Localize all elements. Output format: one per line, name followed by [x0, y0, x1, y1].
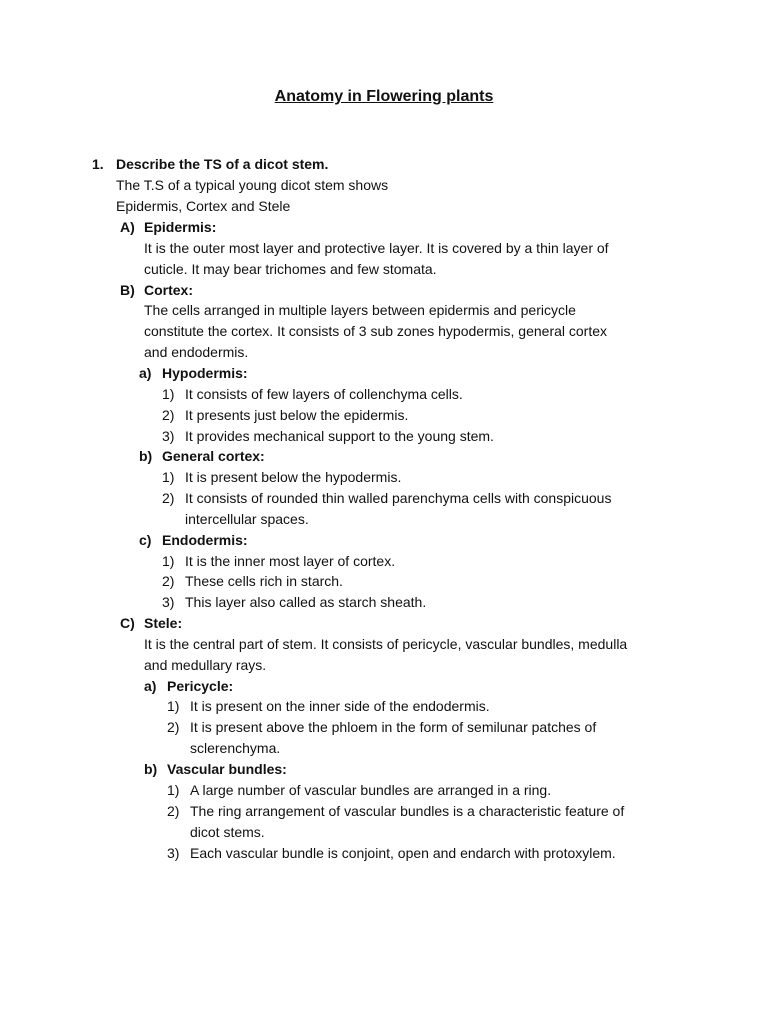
sub-heading-vascular-bundles: Vascular bundles: [167, 761, 287, 777]
endodermis-item-3: This layer also called as starch sheath. [185, 594, 427, 610]
hypodermis-item-2: It presents just below the epidermis. [185, 407, 409, 423]
cortex-text-1: The cells arranged in multiple layers between epidermis and pericycle [144, 302, 576, 318]
epidermis-text-1: It is the outer most layer and protective layer. It is covered by a thin layer of [144, 240, 609, 256]
list-marker: 2) [162, 490, 175, 506]
sub-marker-vascular-bundles: b) [144, 761, 158, 777]
list-marker: 2) [167, 719, 180, 735]
vascular-bundles-item-1: A large number of vascular bundles are arranged in a ring. [190, 782, 552, 798]
pericycle-item-2: It is present above the phloem in the form of semilunar patches of [190, 719, 597, 735]
section-marker-c: C) [120, 615, 135, 631]
sub-marker-hypodermis: a) [139, 365, 152, 381]
list-marker: 1) [167, 782, 180, 798]
sub-heading-endodermis: Endodermis: [162, 532, 248, 548]
endodermis-item-1: It is the inner most layer of cortex. [185, 553, 396, 569]
pericycle-item-2-cont: sclerenchyma. [190, 740, 281, 756]
pericycle-item-1: It is present on the inner side of the endodermis. [190, 698, 490, 714]
endodermis-item-2: These cells rich in starch. [185, 573, 343, 589]
general-cortex-item-2: It consists of rounded thin walled parenchyma cells with conspicuous [185, 490, 612, 506]
vascular-bundles-item-2: The ring arrangement of vascular bundles is a characteristic feature of [190, 803, 625, 819]
cortex-text-3: and endodermis. [144, 344, 249, 360]
sub-marker-pericycle: a) [144, 678, 157, 694]
list-marker: 3) [162, 428, 175, 444]
sub-marker-endodermis: c) [139, 532, 152, 548]
list-marker: 3) [162, 594, 175, 610]
sub-heading-pericycle: Pericycle: [167, 678, 234, 694]
epidermis-text-2: cuticle. It may bear trichomes and few stomata. [144, 261, 437, 277]
intro-line-1: The T.S of a typical young dicot stem shows [116, 177, 389, 193]
list-marker: 2) [162, 407, 175, 423]
cortex-text-2: constitute the cortex. It consists of 3 sub zones hypodermis, general cortex [144, 323, 608, 339]
sub-marker-general-cortex: b) [139, 448, 153, 464]
stele-text-2: and medullary rays. [144, 657, 267, 673]
hypodermis-item-1: It consists of few layers of collenchyma cells. [185, 386, 463, 402]
list-marker: 2) [162, 573, 175, 589]
list-marker: 1) [162, 469, 175, 485]
vascular-bundles-item-2-cont: dicot stems. [190, 824, 265, 840]
sub-heading-hypodermis: Hypodermis: [162, 365, 248, 381]
section-marker-a: A) [120, 219, 135, 235]
vascular-bundles-item-3: Each vascular bundle is conjoint, open and endarch with protoxylem. [190, 845, 616, 861]
general-cortex-item-2-cont: intercellular spaces. [185, 511, 309, 527]
question-heading: Describe the TS of a dicot stem. [116, 156, 329, 172]
list-marker: 1) [162, 553, 175, 569]
stele-text-1: It is the central part of stem. It consists of pericycle, vascular bundles, medulla [144, 636, 628, 652]
section-heading-stele: Stele: [144, 615, 183, 631]
document-title: Anatomy in Flowering plants [274, 88, 494, 105]
list-marker: 1) [167, 698, 180, 714]
section-marker-b: B) [120, 282, 135, 298]
general-cortex-item-1: It is present below the hypodermis. [185, 469, 402, 485]
sub-heading-general-cortex: General cortex: [162, 448, 265, 464]
question-number: 1. [92, 156, 104, 172]
list-marker: 2) [167, 803, 180, 819]
intro-line-2: Epidermis, Cortex and Stele [116, 198, 291, 214]
hypodermis-item-3: It provides mechanical support to the young stem. [185, 428, 494, 444]
list-marker: 1) [162, 386, 175, 402]
section-heading-epidermis: Epidermis: [144, 219, 217, 235]
section-heading-cortex: Cortex: [144, 282, 194, 298]
list-marker: 3) [167, 845, 180, 861]
